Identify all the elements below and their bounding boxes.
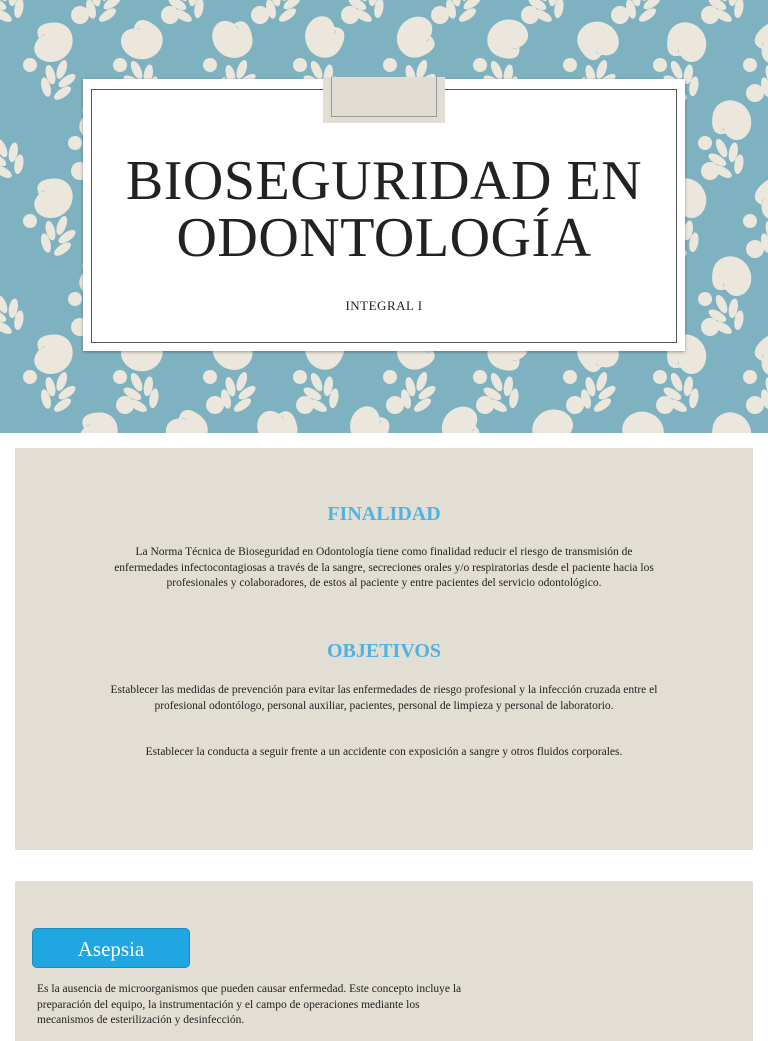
leaf-sprig-shape — [0, 0, 32, 29]
dot-shape — [23, 58, 37, 72]
dot-shape — [563, 58, 577, 72]
dot-shape — [743, 370, 757, 384]
dot-shape — [383, 58, 397, 72]
title-slide — [0, 0, 768, 433]
objetivos-heading: OBJETIVOS — [326, 640, 442, 662]
paisley-shape — [34, 179, 72, 219]
dot-shape — [746, 396, 764, 414]
objetivo-paragraph-2: Establecer la conducta a seguir frente a un accidente con exposición a sangre y otros fluidos corporales. — [145, 746, 623, 758]
dot-shape — [203, 58, 217, 72]
dot-shape — [206, 396, 224, 414]
leaf-sprig-shape — [0, 131, 32, 185]
title-tab-decoration — [323, 77, 445, 123]
dot-shape — [746, 84, 764, 102]
presentation-subtitle: INTEGRAL I — [345, 298, 423, 313]
dot-shape — [251, 6, 269, 24]
dot-shape — [698, 292, 712, 306]
paisley-shape — [709, 97, 755, 142]
paisley-shape — [709, 253, 755, 298]
dot-shape — [653, 58, 667, 72]
title-line-1: BIOSEGURIDAD EN — [125, 150, 643, 212]
dot-shape — [386, 396, 404, 414]
title-line-2: ODONTOLOGÍA — [176, 207, 592, 269]
leaf-sprig-shape — [0, 287, 32, 341]
leaf-sprig-shape — [34, 210, 83, 262]
dot-shape — [68, 292, 82, 306]
dot-shape — [68, 136, 82, 150]
finalidad-paragraph: La Norma Técnica de Bioseguridad en Odontología tiene como finalidad reducir el riesgo de transmisión de enfermedades infectocontagiosas a través de la sangre, secreciones orales y/o respiratorias desde el paciente hacia los profesionales y colaboradores, de estos al paciente y entre pacientes del servicio odontológico. — [114, 546, 654, 589]
dot-shape — [113, 58, 127, 72]
dot-shape — [71, 6, 89, 24]
leaf-sprig-shape — [34, 366, 83, 418]
asepsia-slide — [15, 881, 753, 1041]
dot-shape — [566, 396, 584, 414]
asepsia-paragraph: Es la ausencia de microorganismos que pueden causar enfermedad. Este concepto incluye la preparación del equipo, la instrumentación y el campo de operaciones mediante los mecanismos de esterilización y desinfección. — [37, 983, 462, 1026]
finalidad-slide — [15, 448, 753, 850]
asepsia-label-box: Asepsia — [32, 928, 190, 968]
dot-shape — [653, 370, 667, 384]
dot-shape — [23, 214, 37, 228]
title-tab-inner — [331, 77, 437, 117]
dot-shape — [563, 370, 577, 384]
dot-shape — [23, 370, 37, 384]
dot-shape — [203, 370, 217, 384]
finalidad-heading: FINALIDAD — [327, 503, 441, 525]
dot-shape — [743, 214, 757, 228]
title-card — [83, 79, 685, 351]
paisley-shape — [79, 413, 117, 434]
dot-shape — [611, 6, 629, 24]
dot-shape — [743, 58, 757, 72]
dot-shape — [113, 370, 127, 384]
dot-shape — [293, 58, 307, 72]
dot-shape — [746, 240, 764, 258]
leaf-sprig-shape — [34, 54, 83, 106]
dot-shape — [383, 370, 397, 384]
dot-shape — [698, 136, 712, 150]
paisley-shape — [34, 335, 72, 375]
paisley-shape — [210, 17, 256, 62]
objetivo-paragraph-1: Establecer las medidas de prevención para evitar las enfermedades de riesgo profesional y la infección cruzada entre el profesional odontólogo, personal auxiliar, pacientes, personal de limpieza y personal de laboratorio. — [110, 684, 658, 712]
presentation-title — [83, 150, 685, 269]
dot-shape — [473, 58, 487, 72]
paisley-shape — [664, 19, 710, 64]
dot-shape — [473, 370, 487, 384]
paisley-shape — [255, 407, 301, 433]
dot-shape — [431, 6, 449, 24]
paisley-shape — [34, 23, 72, 63]
paisley-shape — [709, 409, 755, 433]
dot-shape — [293, 370, 307, 384]
